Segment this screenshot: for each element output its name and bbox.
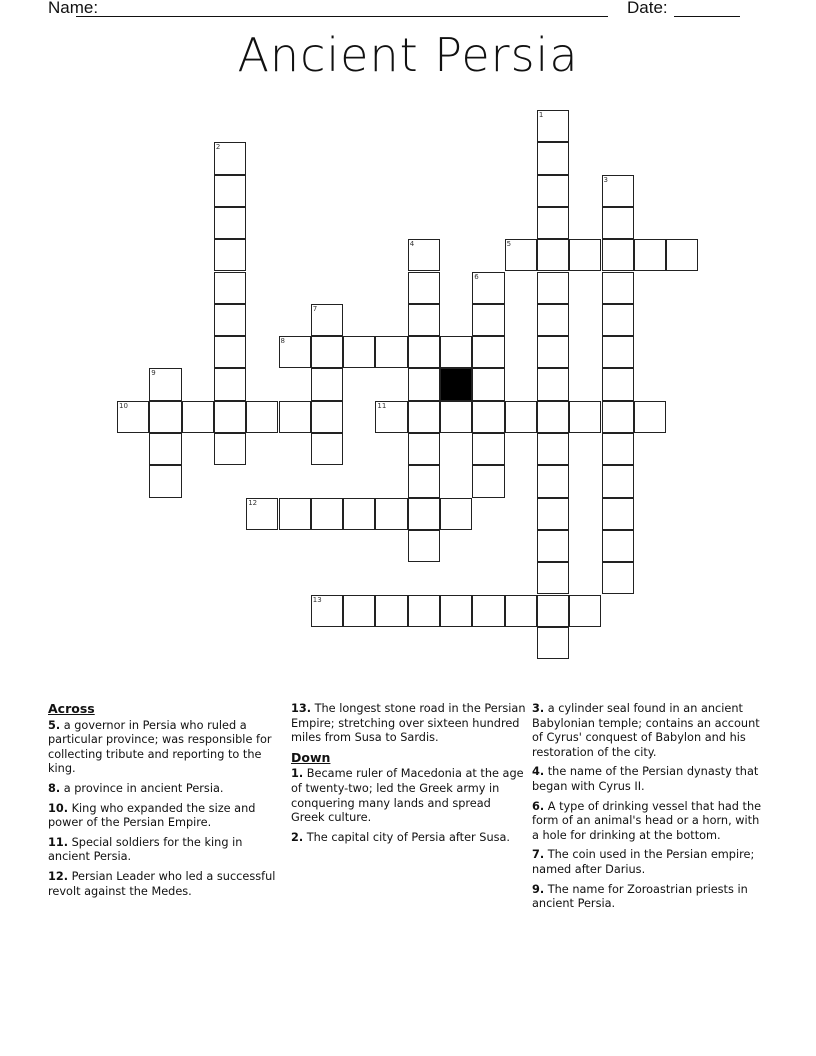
grid-cell[interactable]	[472, 272, 504, 304]
grid-cell[interactable]	[214, 272, 246, 304]
grid-cell[interactable]	[537, 272, 569, 304]
grid-cell[interactable]	[602, 304, 634, 336]
grid-cell[interactable]	[375, 498, 407, 530]
grid-cell[interactable]	[602, 498, 634, 530]
grid-cell[interactable]	[408, 530, 440, 562]
grid-cell[interactable]	[246, 498, 278, 530]
clue-number: 1.	[291, 767, 304, 781]
black-cell	[440, 368, 472, 400]
clue-across-11	[48, 836, 280, 865]
clue-across-13	[291, 702, 527, 746]
grid-cell[interactable]	[537, 627, 569, 659]
date-label: Date:	[627, 0, 668, 17]
grid-cell[interactable]	[537, 207, 569, 239]
grid-cell[interactable]	[602, 433, 634, 465]
name-label: Name:	[48, 0, 99, 17]
clue-down-9	[532, 883, 768, 912]
grid-cell[interactable]	[537, 465, 569, 497]
grid-cell[interactable]	[472, 465, 504, 497]
grid-cell[interactable]	[214, 433, 246, 465]
grid-cell[interactable]	[537, 304, 569, 336]
grid-cell[interactable]	[343, 336, 375, 368]
grid-cell[interactable]	[602, 239, 634, 271]
grid-cell[interactable]	[666, 239, 698, 271]
grid-cell[interactable]	[375, 595, 407, 627]
grid-cell[interactable]	[505, 239, 537, 271]
clues-column-1	[48, 702, 280, 904]
clue-text: The name for Zoroastrian priests in ancient Persia.	[532, 882, 748, 911]
grid-cell[interactable]	[408, 272, 440, 304]
grid-cell[interactable]	[440, 595, 472, 627]
grid-cell[interactable]	[279, 336, 311, 368]
clue-text: Persian Leader who led a successful revolt against the Medes.	[48, 869, 276, 898]
grid-cell[interactable]	[343, 498, 375, 530]
grid-cell[interactable]	[602, 401, 634, 433]
grid-cell[interactable]	[602, 368, 634, 400]
clue-number: 9.	[532, 882, 545, 896]
grid-cell[interactable]	[408, 498, 440, 530]
grid-cell[interactable]	[246, 401, 278, 433]
grid-cell[interactable]	[408, 401, 440, 433]
grid-cell[interactable]	[279, 401, 311, 433]
grid-cell[interactable]	[311, 304, 343, 336]
grid-cell[interactable]	[117, 401, 149, 433]
grid-cell[interactable]	[408, 465, 440, 497]
grid-cell[interactable]	[537, 175, 569, 207]
grid-cell[interactable]	[537, 562, 569, 594]
grid-cell[interactable]	[311, 368, 343, 400]
clue-number: 13.	[291, 702, 312, 715]
clue-number: 2.	[291, 830, 304, 844]
grid-cell[interactable]	[505, 401, 537, 433]
grid-cell[interactable]	[602, 465, 634, 497]
cell-number: 8	[280, 337, 285, 346]
grid-cell[interactable]	[214, 175, 246, 207]
clue-number: 12.	[48, 869, 69, 883]
grid-cell[interactable]	[634, 239, 666, 271]
cell-number: 5	[506, 240, 512, 249]
grid-cell[interactable]	[375, 336, 407, 368]
grid-cell[interactable]	[440, 498, 472, 530]
clue-across-10	[48, 802, 280, 831]
grid-cell[interactable]	[537, 336, 569, 368]
grid-cell[interactable]	[214, 368, 246, 400]
grid-cell[interactable]	[472, 433, 504, 465]
cell-number: 12	[248, 498, 258, 507]
clue-across-5	[48, 719, 280, 777]
grid-cell[interactable]	[602, 272, 634, 304]
cell-number: 1	[538, 111, 544, 119]
grid-cell[interactable]	[537, 433, 569, 465]
cell-number: 13	[312, 595, 322, 604]
clue-down-7	[532, 848, 768, 877]
grid-cell[interactable]	[408, 239, 440, 271]
clue-number: 3.	[532, 702, 545, 715]
cell-number: 7	[312, 304, 318, 313]
cell-number: 3	[603, 175, 608, 184]
grid-cell[interactable]	[472, 595, 504, 627]
across-heading: Across	[48, 701, 95, 716]
clue-text: The capital city of Persia after Susa.	[306, 830, 510, 844]
grid-cell[interactable]	[569, 595, 601, 627]
grid-cell[interactable]	[602, 336, 634, 368]
grid-cell[interactable]	[149, 368, 181, 400]
clue-down-6	[532, 800, 768, 844]
clue-text: a province in ancient Persia.	[63, 781, 224, 795]
grid-cell[interactable]	[408, 433, 440, 465]
clue-number: 6.	[532, 799, 545, 813]
cell-number: 2	[215, 143, 221, 152]
clue-across-12	[48, 870, 280, 899]
grid-cell[interactable]	[537, 368, 569, 400]
grid-cell[interactable]	[569, 401, 601, 433]
down-heading: Down	[291, 749, 331, 765]
grid-cell[interactable]	[408, 336, 440, 368]
clue-text: a governor in Persia who ruled a particular province; was responsible for collecting tribute and reporting to the king.	[48, 718, 272, 776]
clue-number: 11.	[48, 835, 69, 849]
clue-down-3	[532, 702, 768, 760]
grid-cell[interactable]	[408, 304, 440, 336]
clue-number: 4.	[532, 765, 545, 779]
clue-text: the name of the Persian dynasty that began with Cyrus II.	[532, 765, 759, 793]
grid-cell[interactable]	[311, 433, 343, 465]
grid-cell[interactable]	[472, 401, 504, 433]
grid-cell[interactable]	[214, 401, 246, 433]
grid-cell[interactable]	[634, 401, 666, 433]
grid-cell[interactable]	[214, 336, 246, 368]
clue-text: Became ruler of Macedonia at the age of twenty-two; led the Greek army in conquering many lands and spread Greek culture.	[291, 767, 524, 825]
grid-cell[interactable]	[214, 304, 246, 336]
grid-cell[interactable]	[472, 336, 504, 368]
cell-number: 4	[409, 240, 415, 249]
grid-cell[interactable]	[602, 530, 634, 562]
clue-text: King who expanded the size and power of the Persian Empire.	[48, 801, 256, 830]
clue-text: a cylinder seal found in an ancient Babylonian temple; contains an account of Cyrus' conquest of Babylon and his restoration of the city.	[532, 702, 760, 759]
clues-column-2	[291, 702, 527, 850]
grid-cell[interactable]	[537, 498, 569, 530]
clue-text: Special soldiers for the king in ancient Persia.	[48, 835, 243, 864]
grid-cell[interactable]	[537, 530, 569, 562]
cell-number: 11	[377, 401, 387, 410]
grid-cell[interactable]	[440, 401, 472, 433]
clue-number: 5.	[48, 718, 61, 732]
cell-number: 10	[119, 401, 128, 410]
clue-number: 8.	[48, 781, 61, 795]
grid-cell[interactable]	[472, 368, 504, 400]
grid-cell[interactable]	[537, 401, 569, 433]
grid-cell[interactable]	[408, 368, 440, 400]
clue-number: 7.	[532, 848, 545, 862]
grid-cell[interactable]	[279, 498, 311, 530]
grid-cell[interactable]	[214, 207, 246, 239]
grid-cell[interactable]	[375, 401, 407, 433]
cell-number: 6	[474, 272, 479, 281]
clue-down-4	[532, 765, 768, 794]
grid-cell[interactable]	[602, 175, 634, 207]
grid-cell[interactable]	[149, 433, 181, 465]
grid-cell[interactable]	[311, 401, 343, 433]
clue-text: A type of drinking vessel that had the form of an animal's head or a horn, with a hole for drinking at the bottom.	[532, 799, 762, 842]
grid-cell[interactable]	[537, 595, 569, 627]
grid-cell[interactable]	[214, 239, 246, 271]
grid-cell[interactable]	[602, 207, 634, 239]
grid-cell[interactable]	[311, 336, 343, 368]
grid-cell[interactable]	[602, 562, 634, 594]
clues-column-3	[532, 702, 768, 917]
clue-across-8	[48, 782, 280, 797]
clue-down-2	[291, 831, 527, 846]
grid-cell[interactable]	[505, 595, 537, 627]
grid-cell[interactable]	[537, 142, 569, 174]
grid-cell[interactable]	[472, 304, 504, 336]
grid-cell[interactable]	[537, 239, 569, 271]
clue-number: 10.	[48, 801, 69, 815]
clue-down-1	[291, 767, 527, 825]
grid-cell[interactable]	[311, 595, 343, 627]
clue-text: The longest stone road in the Persian Empire; stretching over sixteen hundred miles from Susa to Sardis.	[291, 702, 526, 745]
grid-cell[interactable]	[343, 595, 375, 627]
cell-number: 9	[151, 369, 156, 378]
page-title: Ancient Persia	[237, 28, 579, 82]
grid-cell[interactable]	[537, 110, 569, 142]
grid-cell[interactable]	[149, 401, 181, 433]
grid-cell[interactable]	[182, 401, 214, 433]
grid-cell[interactable]	[440, 336, 472, 368]
grid-cell[interactable]	[408, 595, 440, 627]
grid-cell[interactable]	[569, 239, 601, 271]
grid-cell[interactable]	[311, 498, 343, 530]
grid-cell[interactable]	[214, 142, 246, 174]
clue-text: The coin used in the Persian empire; named after Darius.	[532, 848, 755, 876]
grid-cell[interactable]	[149, 465, 181, 497]
